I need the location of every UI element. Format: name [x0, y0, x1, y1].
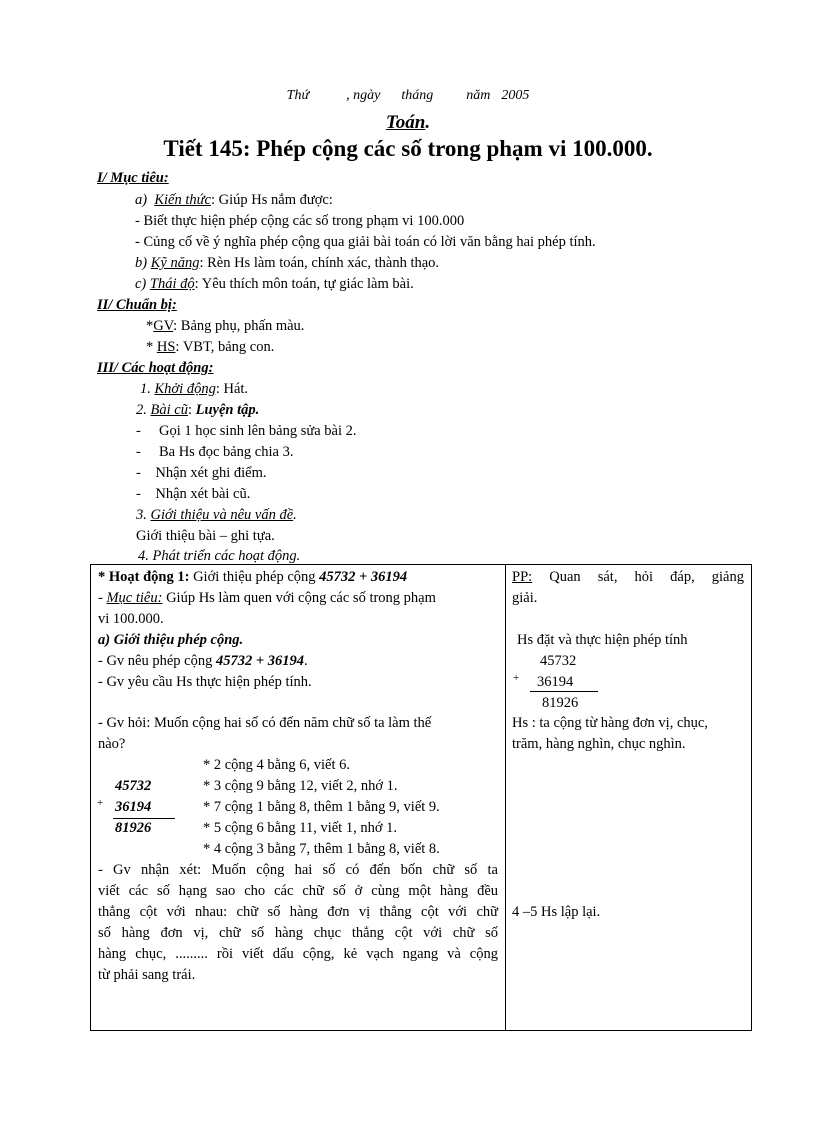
right-line-3: trăm, hàng nghìn, chục nghìn. [512, 736, 686, 752]
prep-hs-star: * [146, 339, 154, 355]
prep-hs-text: : VBT, bảng con. [175, 339, 275, 355]
goal-text-1: Giúp Hs làm quen với cộng các số trong phạm [166, 590, 436, 606]
activity-table [90, 564, 752, 1031]
activity-1-text: Giới thiệu phép cộng [193, 569, 316, 585]
addend-2: 36194 [115, 799, 152, 815]
date-line [0, 88, 816, 104]
activities-heading: III/ Các hoạt động: [97, 360, 214, 376]
knowledge-label: Kiến thức [154, 192, 211, 208]
conclusion-line-2: viết các số hạng sao cho các chữ số ở cùng một hàng đều [98, 883, 498, 899]
conclusion-line-4: số hàng đơn vị, chữ số hàng chục thẳng cột với chữ số [98, 925, 498, 941]
step-4: * 5 cộng 6 bằng 11, viết 1, nhớ 1. [203, 820, 397, 836]
goal-label: Mục tiêu: [106, 590, 163, 606]
goal-line [98, 590, 436, 607]
activity-1 [140, 381, 248, 398]
activity-1-heading [98, 569, 407, 586]
plus-sign: + [97, 797, 104, 809]
knowledge-text: : Giúp Hs nắm được: [210, 192, 333, 208]
preparation-heading: II/ Chuẩn bị: [97, 297, 177, 313]
activity-2-num: 2. [136, 402, 147, 418]
date-year: 2005 [501, 88, 530, 103]
pp-text-1: Quan sát, hỏi đáp, giảng [549, 569, 744, 585]
knowledge-line [135, 192, 333, 209]
prep-gv-line [146, 318, 304, 335]
bullet-item: - Gọi 1 học sinh lên bảng sửa bài 2. [136, 423, 357, 439]
activity-1-label: Hoạt động 1: [108, 569, 190, 585]
date-nam: năm [466, 88, 491, 103]
activity-1-num: 1. [140, 381, 151, 397]
bullet-item: - Ba Hs đọc bảng chia 3. [136, 444, 294, 460]
activity-2-label: Bài cũ [150, 402, 188, 418]
pp-line-1 [512, 569, 744, 586]
right-line-2: Hs : ta cộng từ hàng đơn vị, chục, [512, 715, 708, 731]
prep-hs-line [146, 339, 274, 356]
right-addend-1: 45732 [540, 653, 577, 669]
bullet-text-2: Ba Hs đọc bảng chia 3. [158, 444, 294, 460]
teacher-column [91, 565, 506, 1031]
pp-text-2: giải. [512, 590, 538, 606]
right-line-4: 4 –5 Hs lập lại. [512, 904, 601, 920]
activity-3-label: Giới thiệu và nêu vấn đề [150, 507, 294, 523]
bullet-item: - Nhận xét bài cũ. [136, 486, 251, 502]
sum-rule [113, 818, 175, 819]
activity-1-text: : Hát. [215, 381, 249, 397]
goal-dash: - [98, 590, 103, 606]
activity-1-star: * [98, 569, 106, 585]
question-line-1: - Gv hỏi: Muốn cộng hai số có đến năm chữ số ta làm thế [98, 715, 432, 731]
activity-2-bold: Luyện tập. [195, 402, 260, 418]
skill-marker: b) [135, 255, 148, 271]
attitude-label: Thái độ [149, 276, 195, 292]
left-line-1-text: - Gv nêu phép cộng [98, 653, 213, 669]
left-line-2: - Gv yêu cầu Hs thực hiện phép tính. [98, 674, 312, 690]
attitude-text: : Yêu thích môn toán, tự giác làm bài. [194, 276, 414, 292]
activity-3-text: Giới thiệu bài – ghi tựa. [136, 528, 275, 544]
prep-gv-label: GV [153, 318, 174, 334]
date-thang: tháng [401, 88, 434, 103]
bullet-item: - Nhận xét ghi điểm. [136, 465, 267, 481]
prep-gv-text: : Bảng phụ, phấn màu. [173, 318, 305, 334]
activity-2 [136, 402, 259, 419]
right-addend-2: 36194 [537, 674, 574, 690]
sub-heading-a: a) Giới thiệu phép cộng. [98, 632, 244, 648]
date-thu: Thứ [286, 88, 310, 103]
activity-1-label: Khởi động [154, 381, 216, 397]
conclusion-line-5: hàng chục, ......... rồi viết dấu cộng, kẻ vạch ngang và cộng [98, 946, 498, 962]
skill-text: : Rèn Hs làm toán, chính xác, thành thạo. [199, 255, 440, 271]
knowledge-item-1: - Biết thực hiện phép cộng các số trong phạm vi 100.000 [135, 213, 465, 229]
step-5: * 4 cộng 3 bằng 7, thêm 1 bằng 8, viết 8. [203, 841, 440, 857]
right-line-1: Hs đặt và thực hiện phép tính [517, 632, 688, 648]
prep-gv-star: * [146, 318, 154, 334]
subject-dot: . [425, 112, 431, 133]
lesson-title: Tiết 145: Phép cộng các số trong phạm vi 100.000. [163, 136, 653, 161]
bullet-text-1: Gọi 1 học sinh lên bảng sửa bài 2. [158, 423, 357, 439]
step-1: * 2 cộng 4 bằng 6, viết 6. [203, 757, 350, 773]
bullet-text-4: Nhận xét bài cũ. [155, 486, 251, 502]
activity-3 [136, 507, 297, 524]
objectives-heading: I/ Mục tiêu: [97, 170, 169, 186]
question-line-2: nào? [98, 736, 126, 752]
activity-1-expr: 45732 + 36194 [319, 569, 408, 585]
right-sum-result: 81926 [542, 695, 579, 711]
method-column [506, 565, 752, 1031]
conclusion-line-1: - Gv nhận xét: Muốn cộng hai số có đến bốn chữ số ta [98, 862, 498, 878]
right-sum-rule [530, 691, 598, 692]
sum-result: 81926 [115, 820, 152, 836]
activity-3-num: 3. [136, 507, 147, 523]
subject-name: Toán [385, 112, 426, 133]
left-line-1-dot: . [304, 653, 308, 669]
subject-title [0, 112, 816, 134]
left-line-1 [98, 653, 308, 670]
prep-hs-label: HS [156, 339, 176, 355]
attitude-line [135, 276, 414, 293]
left-line-1-expr: 45732 + 36194 [215, 653, 304, 669]
addend-1: 45732 [115, 778, 152, 794]
conclusion-line-3: thẳng cột với nhau: chữ số hàng đơn vị thẳng cột với chữ [98, 904, 498, 920]
activity-4: 4. Phát triển các hoạt động. [138, 548, 301, 564]
pp-label: PP: [512, 569, 533, 585]
skill-label: Kỹ năng [150, 255, 200, 271]
activity-3-dot: . [293, 507, 297, 523]
activity-2-colon: : [187, 402, 192, 418]
bullet-text-3: Nhận xét ghi điểm. [155, 465, 267, 481]
step-2: * 3 cộng 9 bằng 12, viết 2, nhớ 1. [203, 778, 398, 794]
conclusion-line-6: từ phải sang trái. [98, 967, 196, 983]
goal-text-2: vi 100.000. [98, 611, 164, 627]
skill-line [135, 255, 439, 272]
attitude-marker: c) [135, 276, 147, 292]
right-plus-sign: + [513, 672, 520, 684]
knowledge-item-2: - Củng cố về ý nghĩa phép cộng qua giải bài toán có lời văn bằng hai phép tính. [135, 234, 596, 250]
knowledge-marker: a) [135, 192, 148, 208]
date-ngay: , ngày [346, 88, 381, 103]
step-3: * 7 cộng 1 bằng 8, thêm 1 bằng 9, viết 9. [203, 799, 440, 815]
